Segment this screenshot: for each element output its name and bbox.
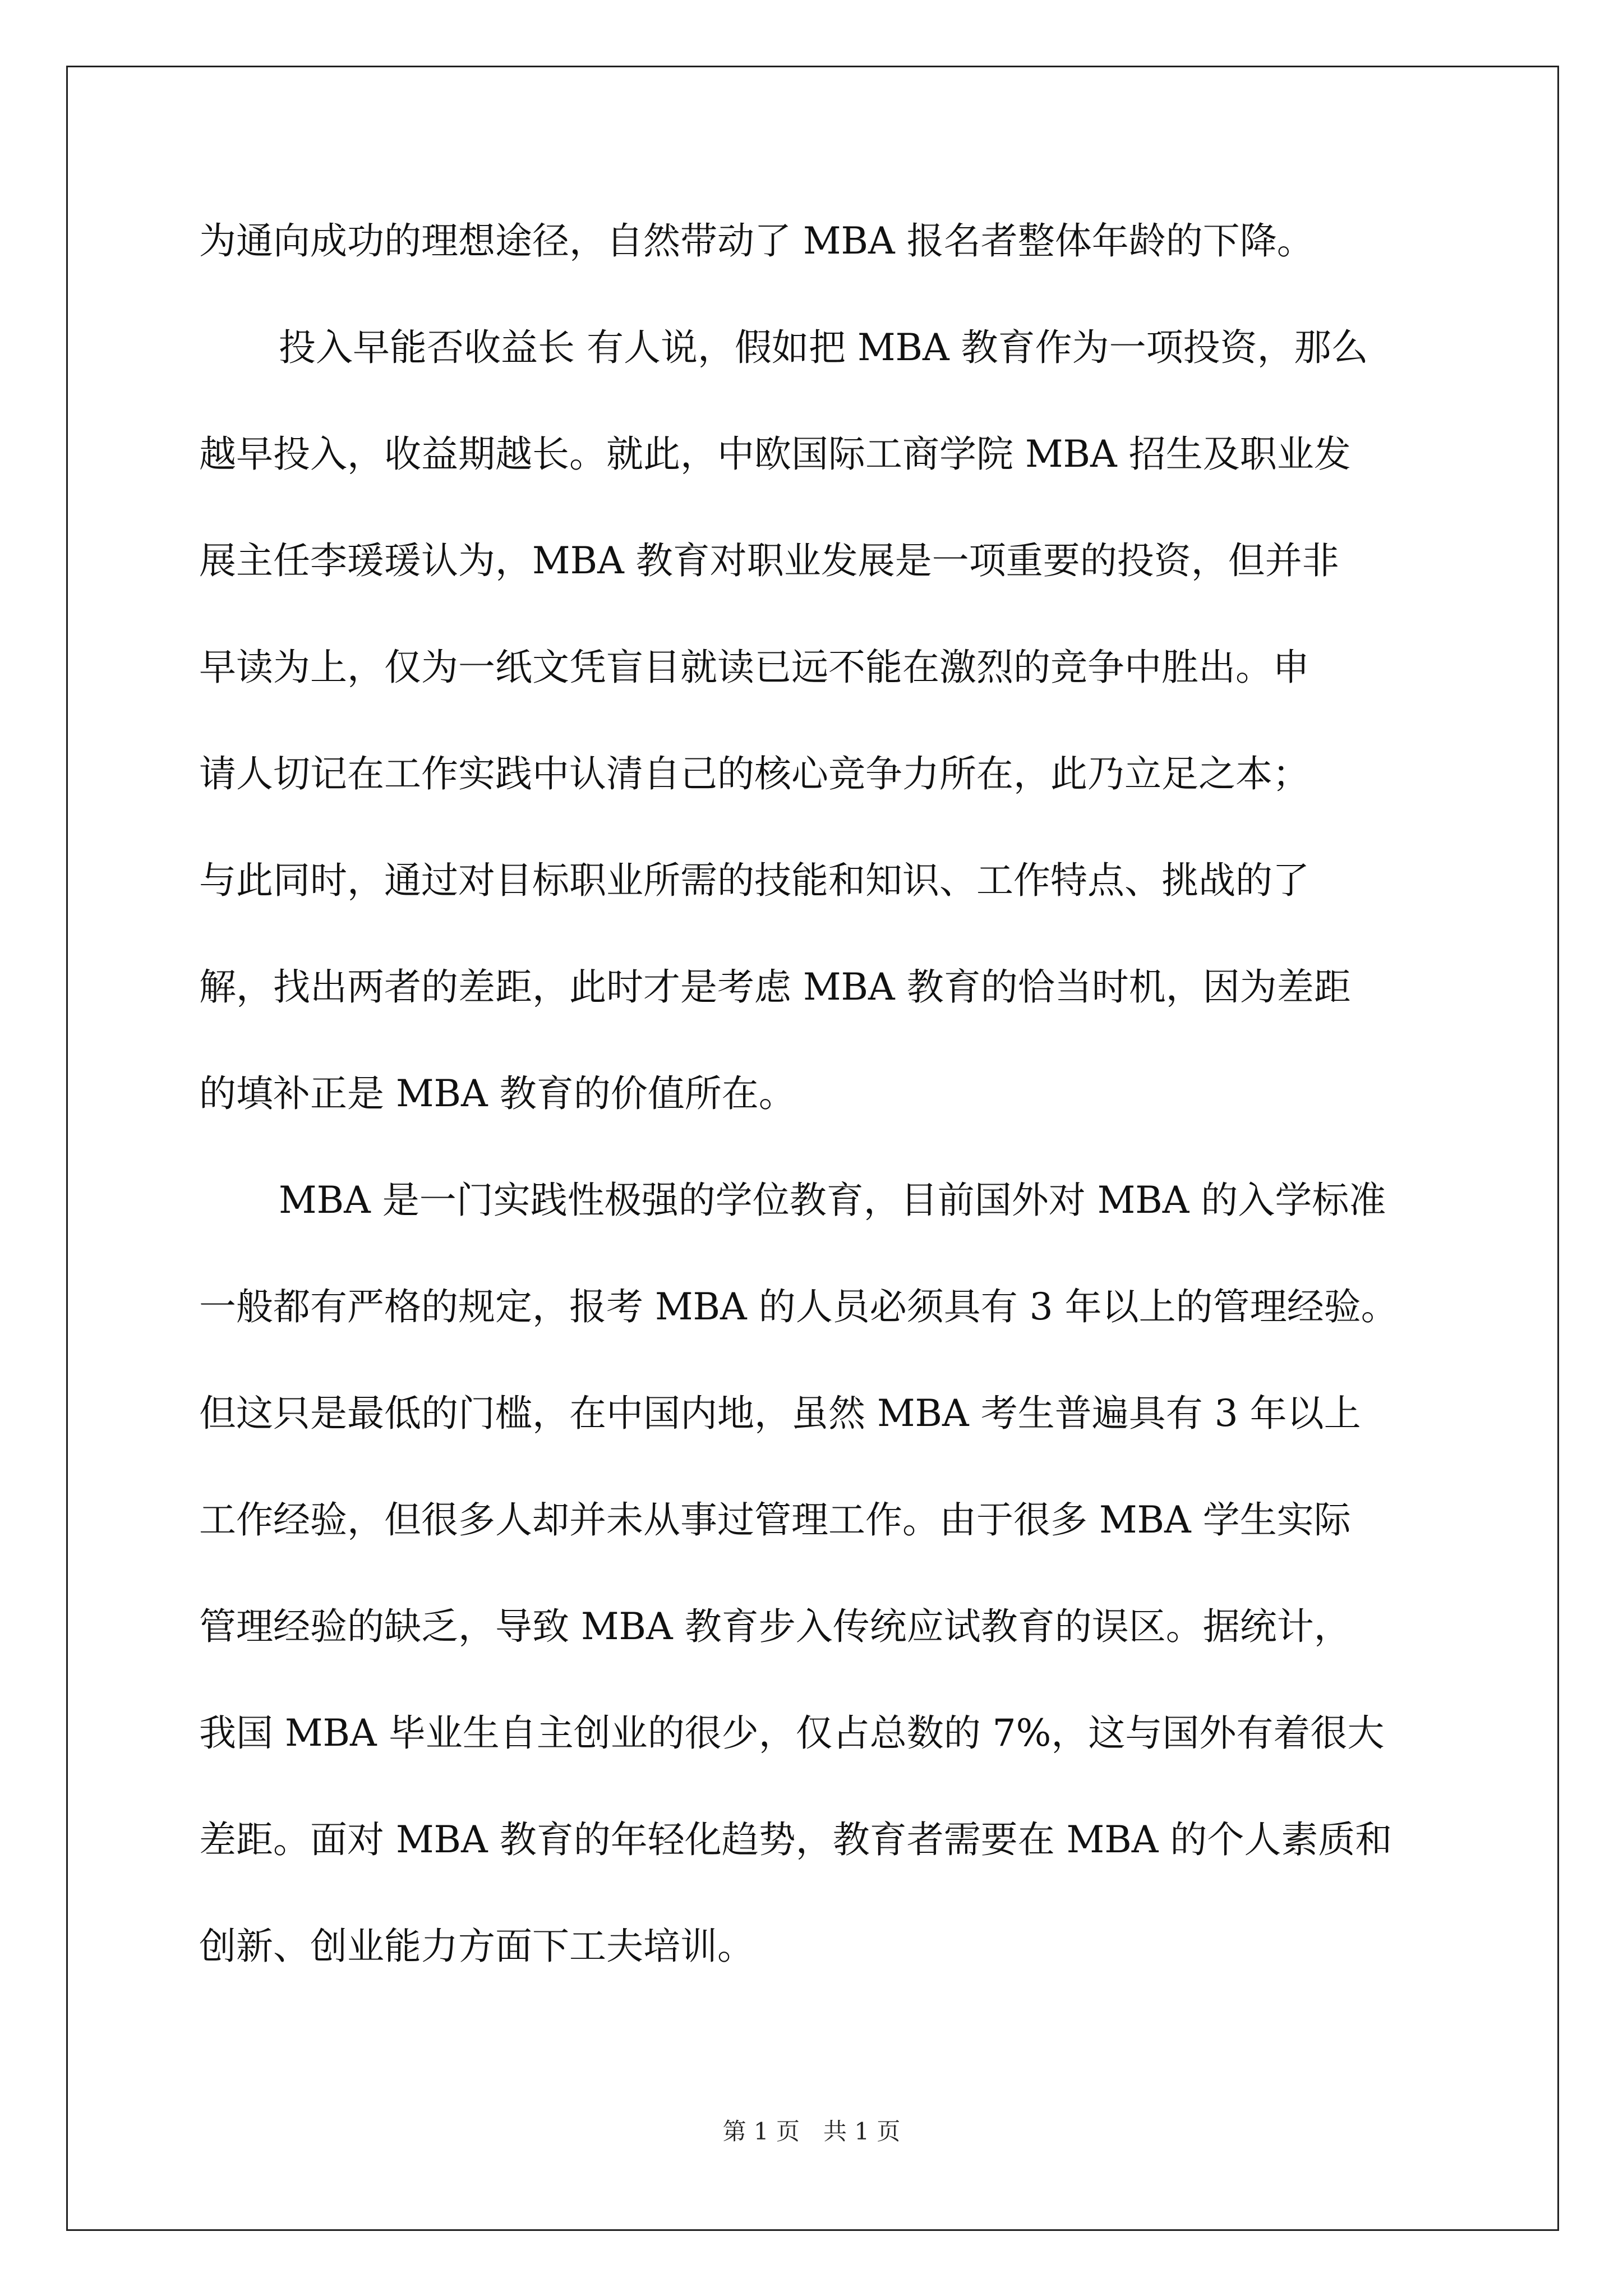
page-number: 第 1 页 [722, 2118, 800, 2145]
text-line-6: 请人切记在工作实践中认清自己的核心竞争力所在，此乃立足之本； [199, 752, 1310, 795]
text-line-9: 的填补正是 MBA 教育的价值所在。 [199, 1072, 796, 1115]
text-line-5: 早读为上，仅为一纸文凭盲目就读已远不能在激烈的竞争中胜出。申 [199, 646, 1310, 689]
text-line-15: 我国 MBA 毕业生自主创业的很少，仅占总数的 7%，这与国外有着很大 [199, 1711, 1385, 1755]
text-line-16: 差距。面对 MBA 教育的年轻化趋势，教育者需要在 MBA 的个人素质和 [199, 1818, 1393, 1861]
page-total: 共 1 页 [823, 2118, 901, 2145]
text-line-10: MBA 是一门实践性极强的学位教育，目前国外对 MBA 的入学标准 [279, 1179, 1386, 1222]
text-line-11: 一般都有严格的规定，报考 MBA 的人员必须具有 3 年以上的管理经验。 [199, 1285, 1398, 1328]
page-footer [0, 2115, 1623, 2148]
text-line-8: 解，找出两者的差距，此时才是考虑 MBA 教育的恰当时机，因为差距 [199, 965, 1351, 1009]
text-line-1: 为通向成功的理想途径，自然带动了 MBA 报名者整体年龄的下降。 [199, 219, 1314, 263]
text-line-4: 展主任李瑗瑗认为，MBA 教育对职业发展是一项重要的投资，但并非 [199, 539, 1339, 582]
text-line-7: 与此同时，通过对目标职业所需的技能和知识、工作特点、挑战的了 [199, 859, 1310, 902]
document-body [199, 205, 1444, 2017]
text-line-12: 但这只是最低的门槛，在中国内地，虽然 MBA 考生普遍具有 3 年以上 [199, 1392, 1361, 1435]
text-line-17: 创新、创业能力方面下工夫培训。 [199, 1925, 754, 1968]
text-line-3: 越早投入，收益期越长。就此，中欧国际工商学院 MBA 招生及职业发 [199, 432, 1351, 476]
text-line-2: 投入早能否收益长 有人说，假如把 MBA 教育作为一项投资，那么 [279, 326, 1368, 369]
text-line-14: 管理经验的缺乏，导致 MBA 教育步入传统应试教育的误区。据统计， [199, 1605, 1351, 1648]
text-line-13: 工作经验，但很多人却并未从事过管理工作。由于很多 MBA 学生实际 [199, 1498, 1351, 1542]
